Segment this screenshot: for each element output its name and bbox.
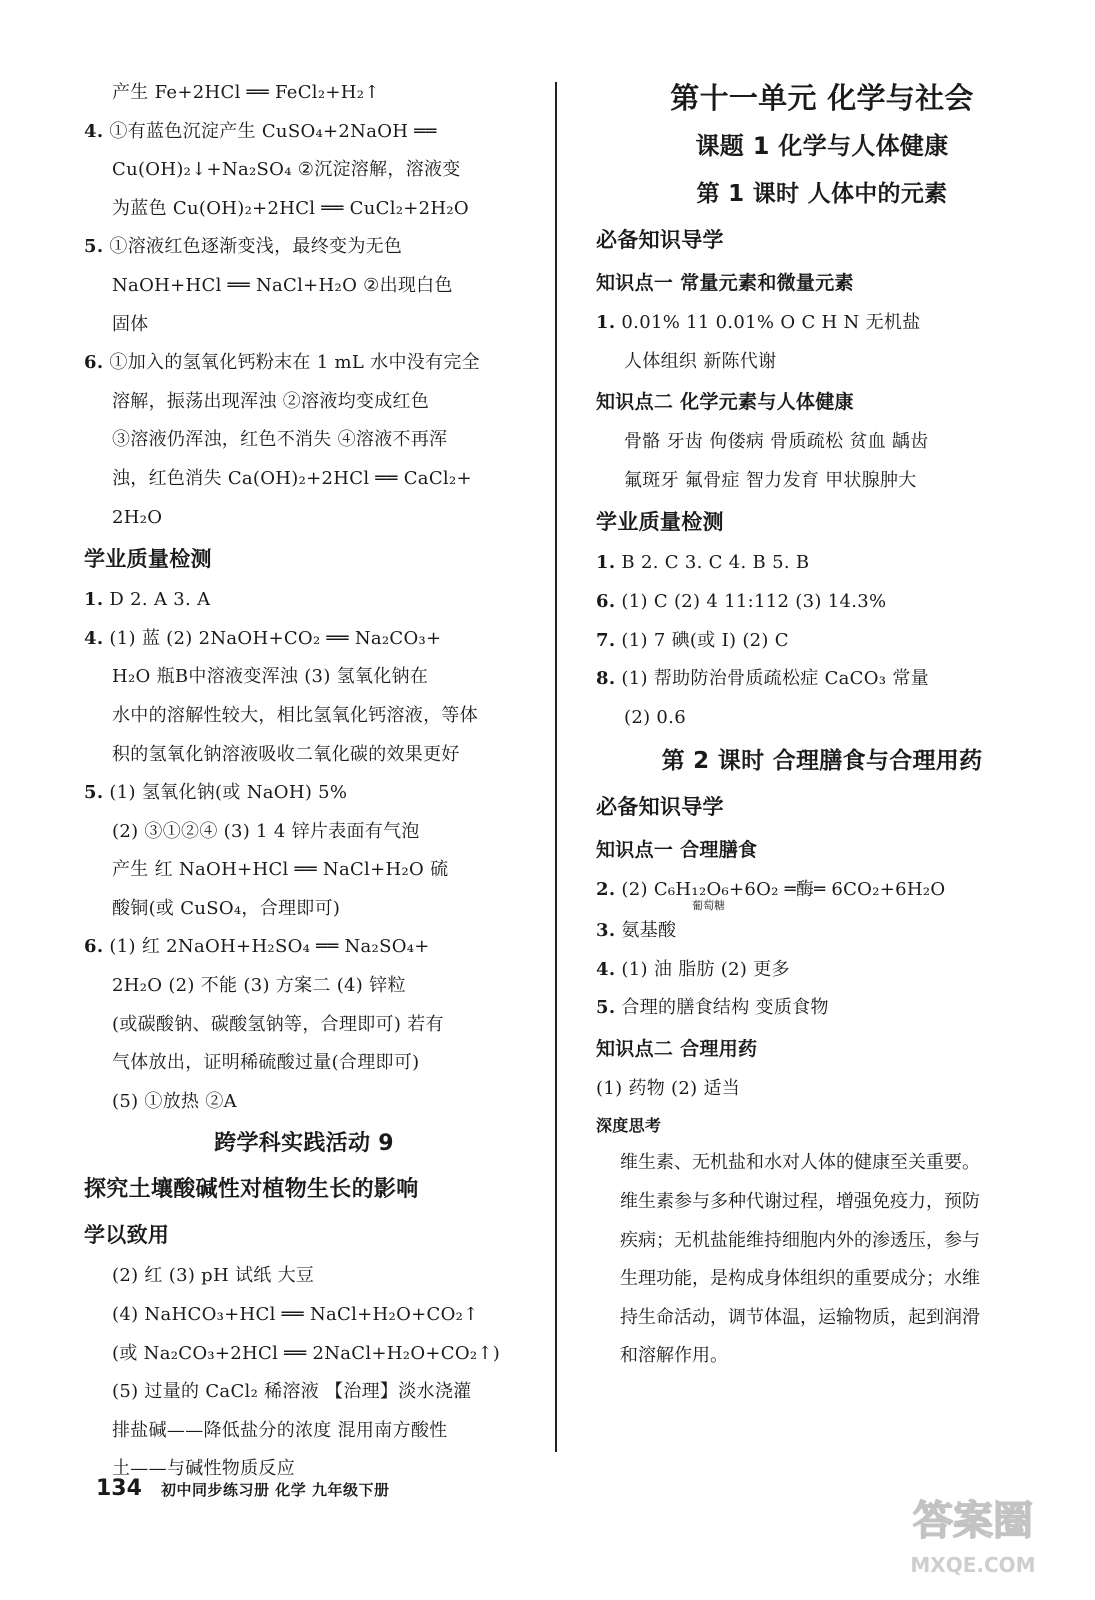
right-column: [596, 74, 1048, 1376]
right-line-6: [596, 343, 1048, 382]
left-line-24: [84, 1006, 524, 1045]
left-line-22: [84, 928, 524, 967]
left-line-11: [84, 499, 524, 538]
left-line-18: [84, 774, 524, 813]
right-line-23: [596, 1028, 1048, 1070]
question-number: 5.: [596, 997, 616, 1019]
line-text: Cu(OH)₂↓+Na₂SO₄ ②沉淀溶解，溶液变: [112, 159, 461, 181]
line-text: 氨基酸: [615, 919, 677, 941]
line-text: NaOH+HCl ══ NaCl+H₂O ②出现白色: [112, 274, 453, 296]
left-line-15: [84, 658, 524, 697]
line-text: 知识点二 化学元素与人体健康: [596, 391, 854, 414]
watermark-text: 答案圈: [913, 1498, 1033, 1544]
question-number: 8.: [596, 668, 616, 690]
question-number: 7.: [596, 629, 616, 651]
line-text: 学以致用: [84, 1223, 170, 1248]
line-text: (1) 氢氧化钠(或 NaOH) 5%: [103, 782, 348, 804]
left-line-2: [84, 151, 524, 190]
question-number: 1.: [596, 312, 616, 333]
left-line-8: [84, 383, 524, 422]
right-line-15: [596, 699, 1048, 738]
line-text: 合理的膳食结构 变质食物: [615, 997, 829, 1019]
left-line-28: [84, 1167, 524, 1213]
left-line-9: [84, 421, 524, 460]
line-text: 气体放出，证明稀硫酸过量(合理即可): [112, 1052, 420, 1074]
line-text: 深度思考: [596, 1116, 662, 1136]
right-line-22: [596, 989, 1048, 1028]
question-number: 1.: [84, 589, 104, 611]
right-line-20: [596, 912, 1048, 951]
line-text: (2) ③①②④ (3) 1 4 锌片表面有气泡: [112, 820, 420, 842]
right-line-8: [596, 423, 1048, 462]
question-number: 5.: [84, 236, 104, 258]
line-text: (1) 蓝 (2) 2NaOH+CO₂ ══ Na₂CO₃+: [103, 627, 442, 649]
right-line-24: [596, 1070, 1048, 1109]
question-number: 4.: [84, 627, 104, 649]
line-text: (5) ①放热 ②A: [112, 1090, 237, 1112]
right-line-3: [596, 218, 1048, 262]
line-text: ①加入的氢氧化钙粉末在 1 mL 水中没有完全: [103, 352, 480, 374]
line-text: D 2. A 3. A: [103, 589, 211, 611]
question-number: 6.: [84, 352, 104, 374]
left-line-30: [84, 1257, 524, 1296]
line-text: 2H₂O (2) 不能 (3) 方案二 (4) 锌粒: [112, 975, 406, 997]
right-line-2: [596, 170, 1048, 218]
left-line-27: [84, 1121, 524, 1167]
line-text: 浊，红色消失 Ca(OH)₂+2HCl ══ CaCl₂+: [112, 467, 472, 489]
line-text: B 2. C 3. C 4. B 5. B: [615, 552, 810, 574]
page-number: 134: [96, 1476, 142, 1501]
left-line-21: [84, 890, 524, 929]
line-text: (4) NaHCO₃+HCl ══ NaCl+H₂O+CO₂↑: [112, 1304, 479, 1326]
line-text: (5) 过量的 CaCl₂ 稀溶液 【治理】淡水浇灌: [112, 1381, 472, 1403]
left-line-19: [84, 813, 524, 852]
line-text: (2) C₆H₁₂O₆+6O₂ ═酶═ 6CO₂+6H₂O: [615, 879, 946, 901]
book-title: 初中同步练习册 化学 九年级下册: [161, 1481, 390, 1499]
right-line-18: [596, 829, 1048, 871]
left-line-20: [84, 851, 524, 890]
line-text: (或碳酸钠、碳酸氢钠等，合理即可) 若有: [112, 1013, 444, 1035]
right-line-13: [596, 622, 1048, 661]
right-line-17: [596, 785, 1048, 829]
question-number: 6.: [84, 936, 104, 958]
question-number: 2.: [596, 879, 616, 901]
line-text: 水中的溶解性较大，相比氢氧化钙溶液，等体: [112, 704, 478, 726]
left-line-34: [84, 1412, 524, 1451]
line-text: 为蓝色 Cu(OH)₂+2HCl ══ CuCl₂+2H₂O: [112, 197, 469, 219]
right-line-10: [596, 500, 1048, 544]
left-line-5: [84, 267, 524, 306]
left-line-6: [84, 306, 524, 345]
left-line-4: [84, 228, 524, 267]
left-line-29: [84, 1213, 524, 1257]
right-line-7: [596, 381, 1048, 423]
page-footer: [96, 1476, 389, 1501]
line-text: 人体组织 新陈代谢: [624, 350, 777, 372]
right-line-4: [596, 262, 1048, 304]
line-text: (1) 油 脂肪 (2) 更多: [615, 958, 790, 980]
line-text: 积的氢氧化钠溶液吸收二氧化碳的效果更好: [112, 743, 460, 765]
right-line-1: [596, 122, 1048, 170]
line-text: 学业质量检测: [596, 510, 724, 535]
line-text: 课题 1 化学与人体健康: [695, 132, 949, 160]
left-column: [84, 74, 524, 1489]
line-text: 2H₂O: [112, 506, 163, 528]
left-line-14: [84, 620, 524, 659]
paragraph-line: 生理功能，是构成身体组织的重要成分；水维: [620, 1268, 980, 1290]
right-line-5: [596, 304, 1048, 343]
line-text: 0.01% 11 0.01% O C H N 无机盐: [615, 312, 921, 333]
line-text: 必备知识导学: [596, 795, 724, 820]
question-number: 3.: [596, 919, 616, 941]
right-line-0: [596, 74, 1048, 122]
right-line-21: [596, 951, 1048, 990]
watermark-logo: [898, 1482, 1048, 1586]
paragraph-line: 持生命活动，调节体温，运输物质，起到润滑: [620, 1306, 980, 1328]
paragraph-line: 疾病；无机盐能维持细胞内外的渗透压，参与: [620, 1229, 980, 1251]
line-text: (或 Na₂CO₃+2HCl ══ 2NaCl+H₂O+CO₂↑): [112, 1342, 501, 1364]
left-line-26: [84, 1083, 524, 1122]
left-line-32: [84, 1335, 524, 1374]
left-line-25: [84, 1044, 524, 1083]
line-text: 探究土壤酸碱性对植物生长的影响: [84, 1177, 419, 1203]
left-line-3: [84, 190, 524, 229]
line-text: 学业质量检测: [84, 547, 212, 572]
line-text: 第 2 课时 合理膳食与合理用药: [661, 748, 983, 775]
line-text: (1) 红 2NaOH+H₂SO₄ ══ Na₂SO₄+: [103, 936, 430, 958]
line-text: (2) 红 (3) pH 试纸 大豆: [112, 1265, 315, 1287]
line-text: ③溶液仍浑浊，红色不消失 ④溶液不再浑: [112, 429, 448, 451]
line-text: 排盐碱——降低盐分的浓度 混用南方酸性: [112, 1419, 448, 1441]
line-text: 第 1 课时 人体中的元素: [696, 181, 948, 207]
left-line-0: [84, 74, 524, 113]
line-text: 产生 红 NaOH+HCl ══ NaCl+H₂O 硫: [112, 859, 449, 881]
paragraph-line: 维生素、无机盐和水对人体的健康至关重要。: [620, 1152, 980, 1174]
question-number: 6.: [596, 590, 616, 612]
left-line-7: [84, 344, 524, 383]
column-divider: [555, 82, 557, 1452]
right-line-9: [596, 462, 1048, 501]
left-line-12: [84, 537, 524, 581]
line-text: 知识点二 合理用药: [596, 1037, 758, 1060]
line-text: 知识点一 合理膳食: [596, 839, 758, 862]
right-line-16: [596, 737, 1048, 785]
line-text: 土——与碱性物质反应: [112, 1458, 295, 1480]
left-line-31: [84, 1296, 524, 1335]
left-line-13: [84, 581, 524, 620]
right-line-14: [596, 660, 1048, 699]
line-text: 骨骼 牙齿 佝偻病 骨质疏松 贫血 龋齿: [624, 431, 929, 453]
right-line-25: [596, 1108, 1048, 1144]
line-text: 固体: [112, 313, 149, 335]
right-line-11: [596, 544, 1048, 583]
line-text: (2) 0.6: [624, 706, 686, 728]
line-text: 知识点一 常量元素和微量元素: [596, 272, 854, 294]
left-line-16: [84, 697, 524, 736]
question-number: 4.: [596, 958, 616, 980]
question-number: 4.: [84, 120, 104, 142]
line-text: H₂O 瓶B中溶液变浑浊 (3) 氢氧化钠在: [112, 666, 429, 688]
left-line-17: [84, 736, 524, 775]
line-text: 必备知识导学: [596, 228, 724, 252]
left-line-33: [84, 1373, 524, 1412]
line-text: ①溶液红色逐渐变浅，最终变为无色: [103, 236, 403, 258]
line-text: 氟斑牙 氟骨症 智力发育 甲状腺肿大: [624, 469, 917, 491]
line-text: 第十一单元 化学与社会: [670, 81, 974, 115]
question-number: 1.: [596, 552, 616, 574]
watermark-url: MXQE.COM: [910, 1553, 1036, 1577]
line-text: (1) 帮助防治骨质疏松症 CaCO₃ 常量: [615, 668, 929, 690]
glucose-note: 葡萄糖: [692, 898, 725, 912]
question-number: 5.: [84, 782, 104, 804]
line-text: 酸铜(或 CuSO₄，合理即可): [112, 897, 341, 919]
left-line-23: [84, 967, 524, 1006]
deep-thinking-paragraph: [596, 1144, 1048, 1376]
left-line-10: [84, 460, 524, 499]
line-text: 产生 Fe+2HCl ══ FeCl₂+H₂↑: [112, 82, 380, 103]
line-text: (1) 7 碘(或 I) (2) C: [615, 629, 789, 651]
line-text: (1) 药物 (2) 适当: [596, 1077, 741, 1099]
paragraph-line: 维生素参与多种代谢过程，增强免疫力，预防: [620, 1190, 980, 1212]
line-text: ①有蓝色沉淀产生 CuSO₄+2NaOH ══: [103, 120, 437, 142]
line-text: 溶解，振荡出现浑浊 ②溶液均变成红色: [112, 390, 430, 412]
left-line-1: [84, 113, 524, 152]
paragraph-line: 和溶解作用。: [620, 1345, 728, 1367]
line-text: (1) C (2) 4 11:112 (3) 14.3%: [615, 590, 887, 612]
right-line-12: [596, 583, 1048, 622]
line-text: 跨学科实践活动 9: [214, 1131, 394, 1157]
